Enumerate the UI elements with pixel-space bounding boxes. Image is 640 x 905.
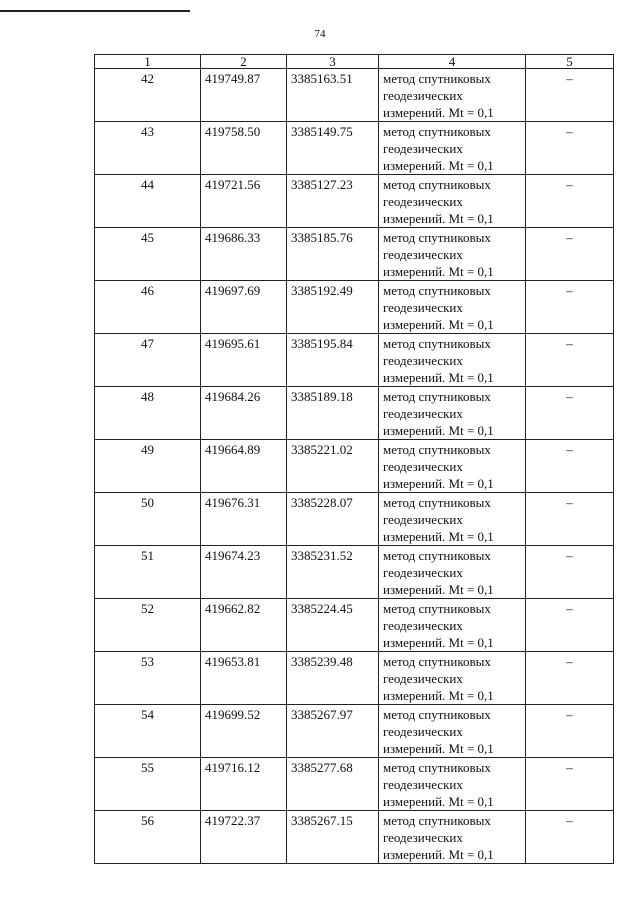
column-header-1: 1: [95, 55, 201, 69]
table-body: [95, 69, 614, 864]
method-cell: [379, 175, 526, 228]
method-line: метод спутниковых: [383, 760, 491, 775]
method-cell: [379, 546, 526, 599]
method-line: геодезических: [383, 406, 463, 421]
note-cell: –: [526, 440, 614, 493]
coordinates-table: [94, 54, 614, 864]
y-coordinate-cell: 3385228.07: [287, 493, 379, 546]
point-number-cell: 48: [95, 387, 201, 440]
method-cell: [379, 334, 526, 387]
point-number-cell: 53: [95, 652, 201, 705]
method-cell: [379, 652, 526, 705]
method-cell: [379, 493, 526, 546]
column-header-5: 5: [526, 55, 614, 69]
method-line: геодезических: [383, 724, 463, 739]
top-rule: [0, 10, 190, 12]
method-line: измерений. Mt = 0,1: [383, 635, 494, 650]
method-line: метод спутниковых: [383, 495, 491, 510]
method-line: измерений. Mt = 0,1: [383, 211, 494, 226]
y-coordinate-cell: 3385231.52: [287, 546, 379, 599]
x-coordinate-cell: 419695.61: [201, 334, 287, 387]
method-line: метод спутниковых: [383, 707, 491, 722]
point-number-cell: 50: [95, 493, 201, 546]
y-coordinate-cell: 3385221.02: [287, 440, 379, 493]
column-header-4: 4: [379, 55, 526, 69]
method-line: геодезических: [383, 459, 463, 474]
method-cell: [379, 599, 526, 652]
y-coordinate-cell: 3385239.48: [287, 652, 379, 705]
method-line: геодезических: [383, 671, 463, 686]
point-number-cell: 55: [95, 758, 201, 811]
column-header-3: 3: [287, 55, 379, 69]
method-line: метод спутниковых: [383, 283, 491, 298]
note-cell: –: [526, 122, 614, 175]
point-number-cell: 56: [95, 811, 201, 864]
point-number-cell: 45: [95, 228, 201, 281]
method-line: метод спутниковых: [383, 71, 491, 86]
method-cell: [379, 811, 526, 864]
y-coordinate-cell: 3385224.45: [287, 599, 379, 652]
point-number-cell: 52: [95, 599, 201, 652]
method-line: метод спутниковых: [383, 389, 491, 404]
x-coordinate-cell: 419676.31: [201, 493, 287, 546]
table-row: [95, 440, 614, 493]
method-cell: [379, 758, 526, 811]
note-cell: –: [526, 334, 614, 387]
method-line: геодезических: [383, 300, 463, 315]
x-coordinate-cell: 419684.26: [201, 387, 287, 440]
method-line: измерений. Mt = 0,1: [383, 476, 494, 491]
note-cell: –: [526, 175, 614, 228]
method-cell: [379, 440, 526, 493]
point-number-cell: 49: [95, 440, 201, 493]
y-coordinate-cell: 3385192.49: [287, 281, 379, 334]
y-coordinate-cell: 3385195.84: [287, 334, 379, 387]
method-line: метод спутниковых: [383, 813, 491, 828]
table-header-row: [95, 55, 614, 69]
method-line: измерений. Mt = 0,1: [383, 582, 494, 597]
method-cell: [379, 122, 526, 175]
note-cell: –: [526, 811, 614, 864]
table-row: [95, 546, 614, 599]
method-line: измерений. Mt = 0,1: [383, 105, 494, 120]
y-coordinate-cell: 3385267.97: [287, 705, 379, 758]
method-line: геодезических: [383, 777, 463, 792]
point-number-cell: 43: [95, 122, 201, 175]
x-coordinate-cell: 419749.87: [201, 69, 287, 122]
x-coordinate-cell: 419716.12: [201, 758, 287, 811]
table-row: [95, 811, 614, 864]
note-cell: –: [526, 228, 614, 281]
method-line: измерений. Mt = 0,1: [383, 741, 494, 756]
method-cell: [379, 281, 526, 334]
method-line: измерений. Mt = 0,1: [383, 688, 494, 703]
table-row: [95, 599, 614, 652]
method-line: измерений. Mt = 0,1: [383, 529, 494, 544]
table-row: [95, 334, 614, 387]
method-cell: [379, 228, 526, 281]
x-coordinate-cell: 419674.23: [201, 546, 287, 599]
method-line: геодезических: [383, 194, 463, 209]
table-row: [95, 228, 614, 281]
table-row: [95, 493, 614, 546]
method-line: измерений. Mt = 0,1: [383, 264, 494, 279]
method-line: геодезических: [383, 141, 463, 156]
method-line: метод спутниковых: [383, 654, 491, 669]
x-coordinate-cell: 419758.50: [201, 122, 287, 175]
method-line: метод спутниковых: [383, 601, 491, 616]
table-row: [95, 122, 614, 175]
method-line: измерений. Mt = 0,1: [383, 847, 494, 862]
point-number-cell: 44: [95, 175, 201, 228]
method-line: геодезических: [383, 353, 463, 368]
x-coordinate-cell: 419721.56: [201, 175, 287, 228]
x-coordinate-cell: 419722.37: [201, 811, 287, 864]
table-row: [95, 758, 614, 811]
method-cell: [379, 387, 526, 440]
method-cell: [379, 69, 526, 122]
x-coordinate-cell: 419686.33: [201, 228, 287, 281]
method-line: измерений. Mt = 0,1: [383, 794, 494, 809]
x-coordinate-cell: 419664.89: [201, 440, 287, 493]
y-coordinate-cell: 3385189.18: [287, 387, 379, 440]
x-coordinate-cell: 419699.52: [201, 705, 287, 758]
method-line: метод спутниковых: [383, 177, 491, 192]
note-cell: –: [526, 493, 614, 546]
method-line: метод спутниковых: [383, 548, 491, 563]
method-line: геодезических: [383, 247, 463, 262]
method-line: измерений. Mt = 0,1: [383, 158, 494, 173]
note-cell: –: [526, 599, 614, 652]
y-coordinate-cell: 3385185.76: [287, 228, 379, 281]
method-line: измерений. Mt = 0,1: [383, 423, 494, 438]
x-coordinate-cell: 419653.81: [201, 652, 287, 705]
note-cell: –: [526, 387, 614, 440]
method-cell: [379, 705, 526, 758]
table-row: [95, 705, 614, 758]
method-line: измерений. Mt = 0,1: [383, 370, 494, 385]
table-row: [95, 69, 614, 122]
note-cell: –: [526, 281, 614, 334]
method-line: геодезических: [383, 618, 463, 633]
note-cell: –: [526, 758, 614, 811]
note-cell: –: [526, 705, 614, 758]
table-row: [95, 281, 614, 334]
method-line: геодезических: [383, 830, 463, 845]
method-line: метод спутниковых: [383, 230, 491, 245]
y-coordinate-cell: 3385149.75: [287, 122, 379, 175]
table-row: [95, 387, 614, 440]
method-line: метод спутниковых: [383, 336, 491, 351]
y-coordinate-cell: 3385267.15: [287, 811, 379, 864]
point-number-cell: 51: [95, 546, 201, 599]
method-line: геодезических: [383, 88, 463, 103]
point-number-cell: 54: [95, 705, 201, 758]
point-number-cell: 47: [95, 334, 201, 387]
note-cell: –: [526, 69, 614, 122]
method-line: геодезических: [383, 512, 463, 527]
x-coordinate-cell: 419697.69: [201, 281, 287, 334]
method-line: метод спутниковых: [383, 442, 491, 457]
y-coordinate-cell: 3385277.68: [287, 758, 379, 811]
method-line: метод спутниковых: [383, 124, 491, 139]
method-line: измерений. Mt = 0,1: [383, 317, 494, 332]
table-row: [95, 175, 614, 228]
column-header-2: 2: [201, 55, 287, 69]
point-number-cell: 46: [95, 281, 201, 334]
y-coordinate-cell: 3385127.23: [287, 175, 379, 228]
point-number-cell: 42: [95, 69, 201, 122]
note-cell: –: [526, 546, 614, 599]
y-coordinate-cell: 3385163.51: [287, 69, 379, 122]
page-number: 74: [314, 28, 326, 40]
method-line: геодезических: [383, 565, 463, 580]
note-cell: –: [526, 652, 614, 705]
x-coordinate-cell: 419662.82: [201, 599, 287, 652]
table-row: [95, 652, 614, 705]
